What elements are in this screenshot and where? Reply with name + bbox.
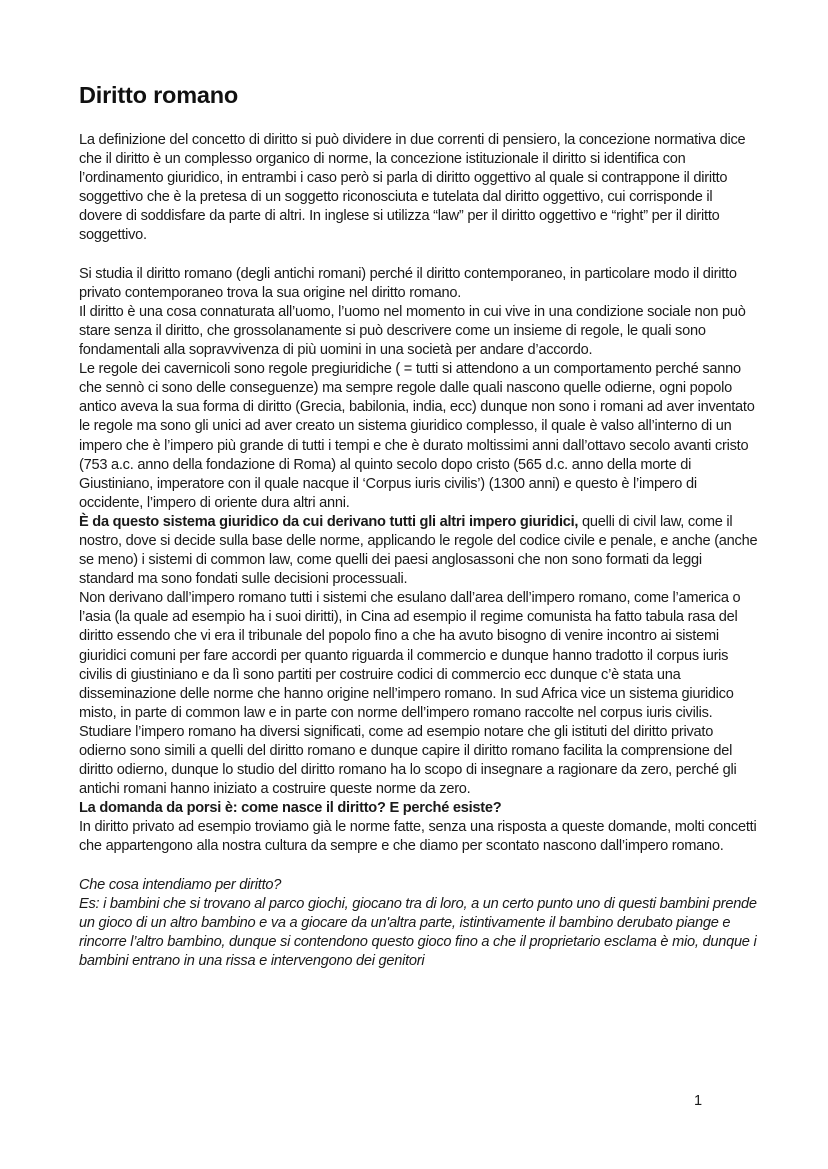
- paragraph-definition: La definizione del concetto di diritto si può dividere in due correnti di pensiero, la concezione normativa dice che il diritto è un complesso organico di norme, la concezione istituzionale il diritto si identifica con l’ordinamento giuridico, in entrambi i caso però si parla di diritto oggettivo al quale si contrappone il diritto soggettivo che è la pretesa di un soggetto riconosciuta e tutelata dal diritto oggettivo, cui corrisponde il dovere di soddisfare da parte di altri. In inglese si utilizza “law” per il diritto oggettivo e “right” per il diritto soggettivo.: [79, 132, 746, 244]
- paragraph-private-law: In diritto privato ad esempio troviamo già le norme fatte, senza una risposta a queste domande, molti concetti che appartengono alla nostra cultura da sempre e che diamo per scontato nascono dall’impero romano.: [79, 819, 757, 855]
- paragraph-non-derived-systems: Non derivano dall’impero romano tutti i sistemi che esulano dall’area dell’impero romano, come l’america o l’asia (la quale ad esempio ha i suoi diritti), in Cina ad esempio il regime comunista ha fatto tabula rasa del diritto essendo che vi era il tribunale del popolo fino a che ha avuto bisogno di venire incontro ai sistemi giuridici comuni per fare accordi per quanto riguarda il commercio e dunque hanno tradotto il corpus iuris civilis di giustiniano e da lì sono partiti per costruire codici di commercio ecc dunque c’è stata una disseminazione delle norme che hanno origine nell’impero romano. In sud Africa vice un sistema giuridico misto, in parte di common law e in parte con norme dell’impero romano raccolte nel corpus iuris civilis.: [79, 590, 741, 721]
- document-body: [79, 131, 759, 971]
- paragraph-why-study: Si studia il diritto romano (degli antichi romani) perché il diritto contemporaneo, in particolare modo il diritto privato contemporaneo trova la sua origine nel diritto romano.: [79, 265, 737, 301]
- paragraph-example: Es: i bambini che si trovano al parco giochi, giocano tra di loro, a un certo punto uno di questi bambini prende un gioco di un altro bambino e va a giocare da un'altra parte, istintivamente il bambino derubato piange e rincorre l’altro bambino, dunque si contendono questo gioco fino a che il proprietario esclama è mio, dunque i bambini entrano in una rissa e intervengono dei genitori: [79, 895, 757, 970]
- paragraph-key-question: La domanda da porsi è: come nasce il diritto? E perché esiste?: [79, 800, 502, 817]
- paragraph-study-meaning: Studiare l’impero romano ha diversi significati, come ad esempio notare che gli istituti del diritto privato odierno sono simili a quelli del diritto romano e dunque capire il diritto romano facilita la comprensione del diritto odierno, dunque lo studio del diritto romano ha lo scopo di insegnare a ragionare da zero, perché gli antichi romani hanno iniziato a costruire queste norme da zero.: [79, 723, 737, 798]
- paragraph-legal-systems: [79, 513, 759, 589]
- paragraph-prejuridical-rules: Le regole dei cavernicoli sono regole pregiuridiche ( = tutti si attendono a un comportamento perché sanno che sennò ci sono delle conseguenze) ma sempre regole dalle quali nascono quelle odierne, ogni popolo antico aveva la sua forma di diritto (Grecia, babilonia, india, ecc) dunque non sono i romani ad aver inventato le regole ma sono gli unici ad aver creato un sistema giuridico complesso, il quale è valso all’interno di un impero che è l’impero più grande di tutti i tempi e che è durato moltissimi anni dall’ottavo secolo avanti cristo (753 a.c. anno della fondazione di Roma) al quinto secolo dopo cristo (565 d.c. anno della morte di Giustiniano, imperatore con il quale nacque il ‘Corpus iuris civilis’) (1300 anni) e questo è l’impero di occidente, l’impero di oriente dura altri anni.: [79, 361, 755, 511]
- paragraph-legal-systems-rest: quelli di civil law, come il nostro, dove si decide sulla base delle norme, applicando le regole del codice civile e penale, e anche (anche se meno) i sistemi di common law, come quelli dei paesi anglosassoni che non sono formati da leggi standard ma sono fondati sulle decisioni processuali.: [79, 513, 758, 588]
- paragraph-legal-systems-bold: È da questo sistema giuridico da cui derivano tutti gli altri impero giuridici,: [79, 513, 579, 530]
- paragraph-human-nature: Il diritto è una cosa connaturata all’uomo, l’uomo nel momento in cui vive in una condizione sociale non può stare senza il diritto, che grossolanamente si può descrivere come un insieme di regole, le quali sono fondamentali alla sopravvivenza di più uomini in una società per andare d’accordo.: [79, 303, 746, 359]
- page-title: Diritto romano: [79, 82, 239, 108]
- page-number: 1: [694, 1093, 703, 1109]
- paragraph-what-is-law: Che cosa intendiamo per diritto?: [79, 876, 282, 893]
